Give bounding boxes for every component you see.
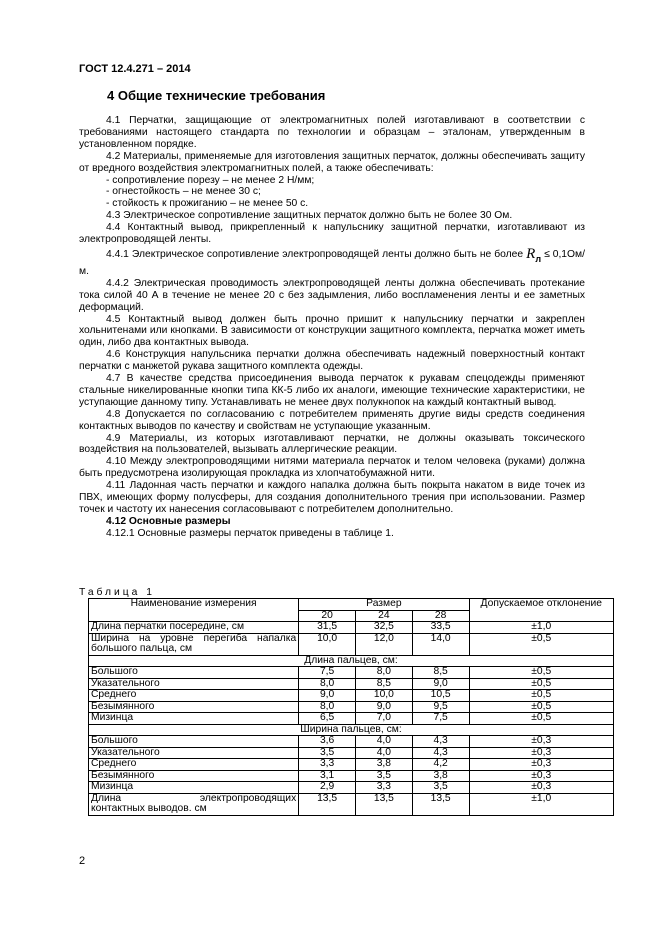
row-value: 10,0 (299, 633, 356, 655)
formula-symbol: R (526, 245, 536, 262)
table-row (89, 633, 614, 655)
row-value: 33,5 (412, 622, 469, 634)
paragraph-4-7: 4.7 В качестве средства присоединения вывода перчаток к рукавам спецодежды применяют стальные никелированные кнопки типа КК-5 либо их аналоги, имеющие технические характеристики, не уступающие данному типу. Устанавливать не менее двух полукнопок на каждый контактный вывод. (79, 373, 585, 408)
row-value: 14,0 (412, 633, 469, 655)
document-header: ГОСТ 12.4.271 – 2014 (79, 63, 191, 75)
row-tolerance: ±0,5 (469, 667, 613, 679)
header-tolerance: Допускаемое отклонение (469, 599, 613, 622)
row-value: 10,5 (412, 690, 469, 702)
row-tolerance: ±1,0 (469, 622, 613, 634)
row-value: 3,5 (355, 770, 412, 782)
paragraph-4-4-2: 4.4.2 Электрическая проводимость электропроводящей ленты должна обеспечивать протекание тока силой 40 А в течение не менее 20 с без задымления, либо воспламенения ленты и ее заметных деформаций. (79, 277, 585, 313)
table-row (89, 701, 614, 713)
section-body (79, 115, 585, 540)
table-row (89, 678, 614, 690)
row-value: 3,5 (412, 782, 469, 794)
row-value: 4,2 (412, 759, 469, 771)
row-tolerance: ±0,3 (469, 747, 613, 759)
row-name: Ширина на уровне перегиба напалка большого пальца, см (89, 633, 299, 655)
table-row (89, 736, 614, 748)
row-value: 3,1 (299, 770, 356, 782)
row-value: 3,8 (412, 770, 469, 782)
row-tolerance: ±0,3 (469, 736, 613, 748)
row-value: 12,0 (355, 633, 412, 655)
row-name: Безымянного (89, 770, 299, 782)
row-tolerance: ±0,5 (469, 633, 613, 655)
group-finger-length: Длина пальцев, см: (89, 655, 614, 667)
table-row (89, 770, 614, 782)
row-name: Безымянного (89, 701, 299, 713)
paragraph-4-4-1-limit: ≤ 0,1Ом/м. (79, 248, 585, 277)
row-value: 9,0 (412, 678, 469, 690)
section-title: 4 Общие технические требования (107, 88, 326, 103)
row-name (89, 793, 299, 815)
paragraph-4-1: 4.1 Перчатки, защищающие от электромагнитных полей изготавливают в соответствии с требованиями настоящего стандарта по технологии и образцам – эталонам, утвержденным в установленном порядке. (79, 115, 585, 150)
row-tolerance: ±0,3 (469, 770, 613, 782)
row-name: Среднего (89, 759, 299, 771)
header-measurement: Наименование измерения (89, 599, 299, 622)
row-value: 31,5 (299, 622, 356, 634)
row-value: 13,5 (299, 793, 356, 815)
formula-subscript: л (535, 253, 542, 264)
resistance-formula (526, 246, 541, 262)
table-row (89, 759, 614, 771)
paragraph-4-10: 4.10 Между электропроводящими нитями материала перчаток и телом человека (руками) должна быть предусмотрена изолирующая прокладка из хлопчатобумажной нити. (79, 456, 585, 480)
row-value: 4,0 (355, 747, 412, 759)
row-value: 7,5 (299, 667, 356, 679)
row-value: 4,0 (355, 736, 412, 748)
header-size: Размер (299, 599, 469, 611)
row-value: 3,3 (299, 759, 356, 771)
header-size-28: 28 (412, 610, 469, 622)
requirement-item: - огнестойкость – не менее 30 с; (106, 186, 261, 198)
table-header-row (89, 599, 614, 611)
row-name: Большого (89, 667, 299, 679)
row-value: 7,0 (355, 713, 412, 725)
paragraph-4-5: 4.5 Контактный вывод должен быть прочно пришит к напульснику перчатки и закреплен хольнитенами или кнопками. В зависимости от конструкции защитного комплекта, перчатка может иметь один, либо два контактных вывода. (79, 313, 585, 349)
row-name: Среднего (89, 690, 299, 702)
paragraph-4-2: 4.2 Материалы, применяемые для изготовления защитных перчаток, должны обеспечивать защиту от вредного воздействия электромагнитных полей, а также обеспечивать: (79, 150, 585, 174)
row-value: 8,0 (355, 667, 412, 679)
row-tolerance: ±0,3 (469, 759, 613, 771)
row-name-line: контактных выводов. см (91, 803, 207, 814)
dimensions-table (88, 598, 614, 816)
row-value: 9,0 (299, 690, 356, 702)
row-name: Указательного (89, 747, 299, 759)
row-tolerance: ±0,5 (469, 701, 613, 713)
row-tolerance: ±0,5 (469, 713, 613, 725)
table-row (89, 747, 614, 759)
row-tolerance: ±0,3 (469, 782, 613, 794)
paragraph-4-9: 4.9 Материалы, из которых изготавливают перчатки, не должны оказывать токсического воздействия на пользователей, вызывать аллергические реакции. (79, 432, 585, 456)
row-name: Длина перчатки посередине, см (89, 622, 299, 634)
table-row (89, 667, 614, 679)
row-value: 13,5 (355, 793, 412, 815)
subsection-title-4-12: 4.12 Основные размеры (106, 515, 231, 527)
table-caption: Таблица 1 (79, 587, 155, 598)
header-size-20: 20 (299, 610, 356, 622)
row-value: 9,0 (355, 701, 412, 713)
row-value: 3,5 (299, 747, 356, 759)
row-name: Указательного (89, 678, 299, 690)
row-value: 6,5 (299, 713, 356, 725)
group-finger-width: Ширина пальцев, см: (89, 724, 614, 736)
header-size-24: 24 (355, 610, 412, 622)
table-row (89, 713, 614, 725)
row-value: 3,6 (299, 736, 356, 748)
row-value: 10,0 (355, 690, 412, 702)
table-group-row (89, 655, 614, 667)
paragraph-4-4-1-text: 4.4.1 Электрическое сопротивление электропроводящей ленты должно быть не более (106, 248, 524, 260)
row-value: 4,3 (412, 747, 469, 759)
page-number: 2 (79, 855, 86, 867)
row-value: 7,5 (412, 713, 469, 725)
row-value: 3,3 (355, 782, 412, 794)
row-value: 8,5 (412, 667, 469, 679)
table-group-row (89, 724, 614, 736)
row-name: Мизинца (89, 782, 299, 794)
row-value: 8,0 (299, 678, 356, 690)
table-row (89, 782, 614, 794)
paragraph-4-4-1 (79, 245, 585, 278)
requirement-item: - сопротивление порезу – не менее 2 Н/мм; (106, 174, 315, 186)
table-row (89, 622, 614, 634)
row-value: 3,8 (355, 759, 412, 771)
row-tolerance: ±1,0 (469, 793, 613, 815)
table-row (89, 793, 614, 815)
row-name: Большого (89, 736, 299, 748)
table-row (89, 690, 614, 702)
row-value: 4,3 (412, 736, 469, 748)
paragraph-4-4: 4.4 Контактный вывод, прикрепленный к напульснику защитной перчатки, изготавливают из электропроводящей ленты. (79, 222, 585, 246)
row-name: Мизинца (89, 713, 299, 725)
row-name-line: Длина электропроводящих (91, 792, 297, 804)
row-value: 9,5 (412, 701, 469, 713)
row-tolerance: ±0,5 (469, 678, 613, 690)
row-value: 8,5 (355, 678, 412, 690)
row-value: 2,9 (299, 782, 356, 794)
paragraph-4-6: 4.6 Конструкция напульсника перчатки должна обеспечивать надежный поверхностный контакт перчатки с манжетой рукава защитного комплекта одежды. (79, 349, 585, 373)
row-tolerance: ±0,5 (469, 690, 613, 702)
paragraph-4-8: 4.8 Допускается по согласованию с потребителем применять другие виды средств соединения контактных выводов по качеству и свойствам не уступающие указанным. (79, 408, 585, 432)
row-value: 32,5 (355, 622, 412, 634)
paragraph-4-3: 4.3 Электрическое сопротивление защитных перчаток должно быть не более 30 Ом. (106, 210, 513, 222)
row-value: 8,0 (299, 701, 356, 713)
paragraph-4-11: 4.11 Ладонная часть перчатки и каждого напалка должна быть покрыта накатом в виде точек из ПВХ, имеющих форму полусферы, для создания дополнительного трения при использовании. Размер точек и частоту их нанесения согласовывают с потребителем дополнительно. (79, 480, 585, 515)
requirement-item: - стойкость к прожиганию – не менее 50 с. (106, 198, 309, 210)
paragraph-4-12-1: 4.12.1 Основные размеры перчаток приведены в таблице 1. (106, 527, 394, 539)
row-value: 13,5 (412, 793, 469, 815)
